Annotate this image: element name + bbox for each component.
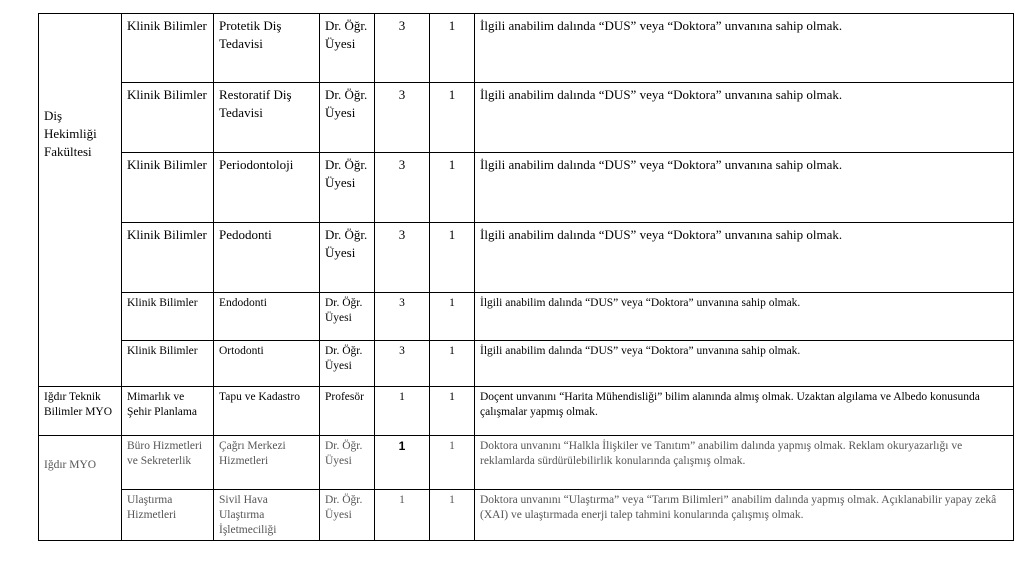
faculty-label: Diş Hekimliği Fakültesi	[44, 107, 97, 159]
title-cell: Dr. Öğr. Üyesi	[320, 341, 375, 387]
title-cell: Profesör	[320, 387, 375, 436]
title-cell: Dr. Öğr. Üyesi	[320, 293, 375, 341]
department-cell: Klinik Bilimler	[122, 293, 214, 341]
requirement-cell: İlgili anabilim dalında “DUS” veya “Doktora” unvanına sahip olmak.	[475, 293, 1014, 341]
table-row	[39, 83, 1014, 153]
table-row	[39, 14, 1014, 83]
table-row	[39, 436, 1014, 490]
program-cell: Ortodonti	[214, 341, 320, 387]
program-cell: Sivil Hava Ulaştırma İşletmeciliği	[214, 490, 320, 541]
title-cell: Dr. Öğr. Üyesi	[320, 436, 375, 490]
table-row	[39, 153, 1014, 223]
faculty-label: Iğdır MYO	[44, 458, 97, 471]
table-row	[39, 293, 1014, 341]
count-b-cell: 1	[430, 341, 475, 387]
count-a-value: 1	[398, 439, 406, 453]
requirement-cell: İlgili anabilim dalında “DUS” veya “Doktora” unvanına sahip olmak.	[475, 223, 1014, 293]
count-b-cell: 1	[430, 83, 475, 153]
department-cell: Klinik Bilimler	[122, 341, 214, 387]
count-b-cell: 1	[430, 223, 475, 293]
count-a-cell: 3	[375, 14, 430, 83]
department-cell: Klinik Bilimler	[122, 83, 214, 153]
count-b-cell: 1	[430, 293, 475, 341]
table-row	[39, 223, 1014, 293]
count-a-cell: 3	[375, 153, 430, 223]
count-a-cell: 1	[375, 490, 430, 541]
faculty-cell: Iğdır Teknik Bilimler MYO	[39, 387, 122, 436]
title-cell: Dr. Öğr. Üyesi	[320, 153, 375, 223]
faculty-cell	[39, 436, 122, 541]
count-b-cell: 1	[430, 387, 475, 436]
requirement-cell: Doktora unvanını “Ulaştırma” veya “Tarım Bilimleri” anabilim dalında yapmış olmak. Açıklanabilir yapay zekâ (XAI) ve ulaştırmada enerji talep tahmini konularında çalışmış olmak.	[475, 490, 1014, 541]
program-cell: Pedodonti	[214, 223, 320, 293]
department-cell: Klinik Bilimler	[122, 153, 214, 223]
table-row	[39, 490, 1014, 541]
program-cell: Restoratif Diş Tedavisi	[214, 83, 320, 153]
program-cell: Protetik Diş Tedavisi	[214, 14, 320, 83]
title-cell: Dr. Öğr. Üyesi	[320, 223, 375, 293]
count-b-cell: 1	[430, 153, 475, 223]
department-cell: Büro Hizmetleri ve Sekreterlik	[122, 436, 214, 490]
requirement-cell: İlgili anabilim dalında “DUS” veya “Doktora” unvanına sahip olmak.	[475, 153, 1014, 223]
requirement-cell: Doçent unvanını “Harita Mühendisliği” bilim alanında almış olmak. Uzaktan algılama ve Albedo konusunda çalışmalar yapmış olmak.	[475, 387, 1014, 436]
count-b-cell: 1	[430, 436, 475, 490]
requirement-cell: Doktora unvanını “Halkla İlişkiler ve Tanıtım” anabilim dalında yapmış olmak. Reklam okuryazarlığı ve reklamlarda sürdürülebilirlik konularında çalışmış olmak.	[475, 436, 1014, 490]
program-cell: Tapu ve Kadastro	[214, 387, 320, 436]
department-cell: Mimarlık ve Şehir Planlama	[122, 387, 214, 436]
requirement-cell: İlgili anabilim dalında “DUS” veya “Doktora” unvanına sahip olmak.	[475, 83, 1014, 153]
program-cell: Çağrı Merkezi Hizmetleri	[214, 436, 320, 490]
title-cell: Dr. Öğr. Üyesi	[320, 14, 375, 83]
count-b-cell: 1	[430, 14, 475, 83]
program-cell: Endodonti	[214, 293, 320, 341]
title-cell: Dr. Öğr. Üyesi	[320, 490, 375, 541]
count-b-cell: 1	[430, 490, 475, 541]
table-row	[39, 341, 1014, 387]
count-a-cell: 3	[375, 293, 430, 341]
department-cell: Klinik Bilimler	[122, 14, 214, 83]
table-row	[39, 387, 1014, 436]
staff-requirements-table	[38, 13, 1014, 541]
count-a-cell: 3	[375, 223, 430, 293]
count-a-cell: 3	[375, 341, 430, 387]
count-a-cell	[375, 436, 430, 490]
count-a-cell: 3	[375, 83, 430, 153]
count-a-cell: 1	[375, 387, 430, 436]
program-cell: Periodontoloji	[214, 153, 320, 223]
department-cell: Ulaştırma Hizmetleri	[122, 490, 214, 541]
requirement-cell: İlgili anabilim dalında “DUS” veya “Doktora” unvanına sahip olmak.	[475, 14, 1014, 83]
requirement-cell: İlgili anabilim dalında “DUS” veya “Doktora” unvanına sahip olmak.	[475, 341, 1014, 387]
title-cell: Dr. Öğr. Üyesi	[320, 83, 375, 153]
department-cell: Klinik Bilimler	[122, 223, 214, 293]
faculty-cell	[39, 14, 122, 387]
